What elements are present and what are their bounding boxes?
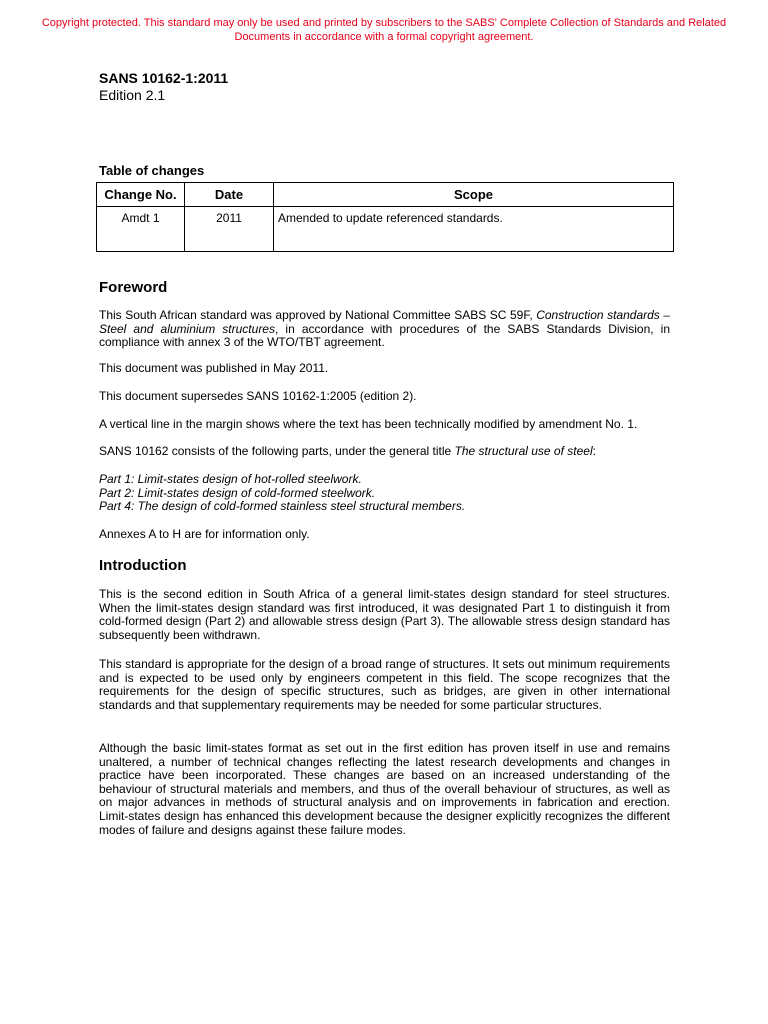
foreword-paragraph-amendment: A vertical line in the margin shows where the text has been technically modified by amendment No. 1.: [99, 417, 638, 431]
introduction-heading: Introduction: [99, 557, 187, 574]
copyright-notice: Copyright protected. This standard may only be used and printed by subscribers to the SABS' Complete Collection of Standards and Related Documents in accordance with a formal copyright agreement.: [41, 17, 727, 43]
column-header-scope: Scope: [274, 183, 674, 207]
introduction-paragraph-2: This standard is appropriate for the design of a broad range of structures. It sets out minimum requirements and is expected to be used only by engineers competent in this field. The scope recognizes that the requirements for the design of specific structures, such as bridges, are given in other international standards and that supplementary requirements may be needed for some particular structures.: [99, 657, 670, 712]
table-header-row: [97, 183, 674, 207]
foreword-paragraph-supersedes: This document supersedes SANS 10162-1:2005 (edition 2).: [99, 389, 417, 403]
foreword-heading: Foreword: [99, 279, 168, 296]
scope-cell: Amended to update referenced standards.: [274, 207, 674, 252]
table-of-changes: [96, 182, 674, 252]
column-header-date: Date: [185, 183, 274, 207]
parts-list-item: Part 4: The design of cold-formed stainless steel structural members.: [99, 499, 466, 513]
edition-label: Edition 2.1: [99, 87, 166, 103]
foreword-paragraph-annexes: Annexes A to H are for information only.: [99, 527, 310, 541]
introduction-paragraph-3: Although the basic limit-states format as set out in the first edition has proven itself in use and remains unaltered, a number of technical changes reflecting the latest research developments and changes in practice have been incorporated. These changes are based on an increased understanding of the behaviour of structural materials and members, and thus of the overall behaviour of structures, as well as on major advances in methods of structural analysis and on improvements in fabrication and erection. Limit-states design has enhanced this development because the designer explicitly recognizes the different modes of failure and designs against these failure modes.: [99, 741, 670, 837]
foreword-paragraph-approval: This South African standard was approved by National Committee SABS SC 59F, Construction standards – Steel and aluminium structures, in accordance with procedures of the SABS Standards Division, in compliance with annex 3 of the WTO/TBT agreement.: [99, 308, 670, 350]
change-no-cell: Amdt 1: [97, 207, 185, 252]
parts-list-item: Part 2: Limit-states design of cold-formed steelwork.: [99, 486, 376, 500]
introduction-paragraph-1: This is the second edition in South Africa of a general limit-states design standard for steel structures. When the limit-states design standard was first introduced, it was designated Part 1 to distinguish it from cold-formed design (Part 2) and allowable stress design (Part 3). The allowable stress design standard has subsequently been withdrawn.: [99, 587, 670, 642]
foreword-paragraph-published: This document was published in May 2011.: [99, 361, 329, 375]
column-header-change-no: Change No.: [97, 183, 185, 207]
foreword-paragraph-parts-intro: SANS 10162 consists of the following parts, under the general title The structural use of steel:: [99, 444, 596, 458]
date-cell: 2011: [185, 207, 274, 252]
table-row: [97, 207, 674, 252]
table-caption: Table of changes: [99, 163, 205, 178]
standard-id: SANS 10162-1:2011: [99, 70, 229, 86]
parts-list-item: Part 1: Limit-states design of hot-rolled steelwork.: [99, 472, 362, 486]
